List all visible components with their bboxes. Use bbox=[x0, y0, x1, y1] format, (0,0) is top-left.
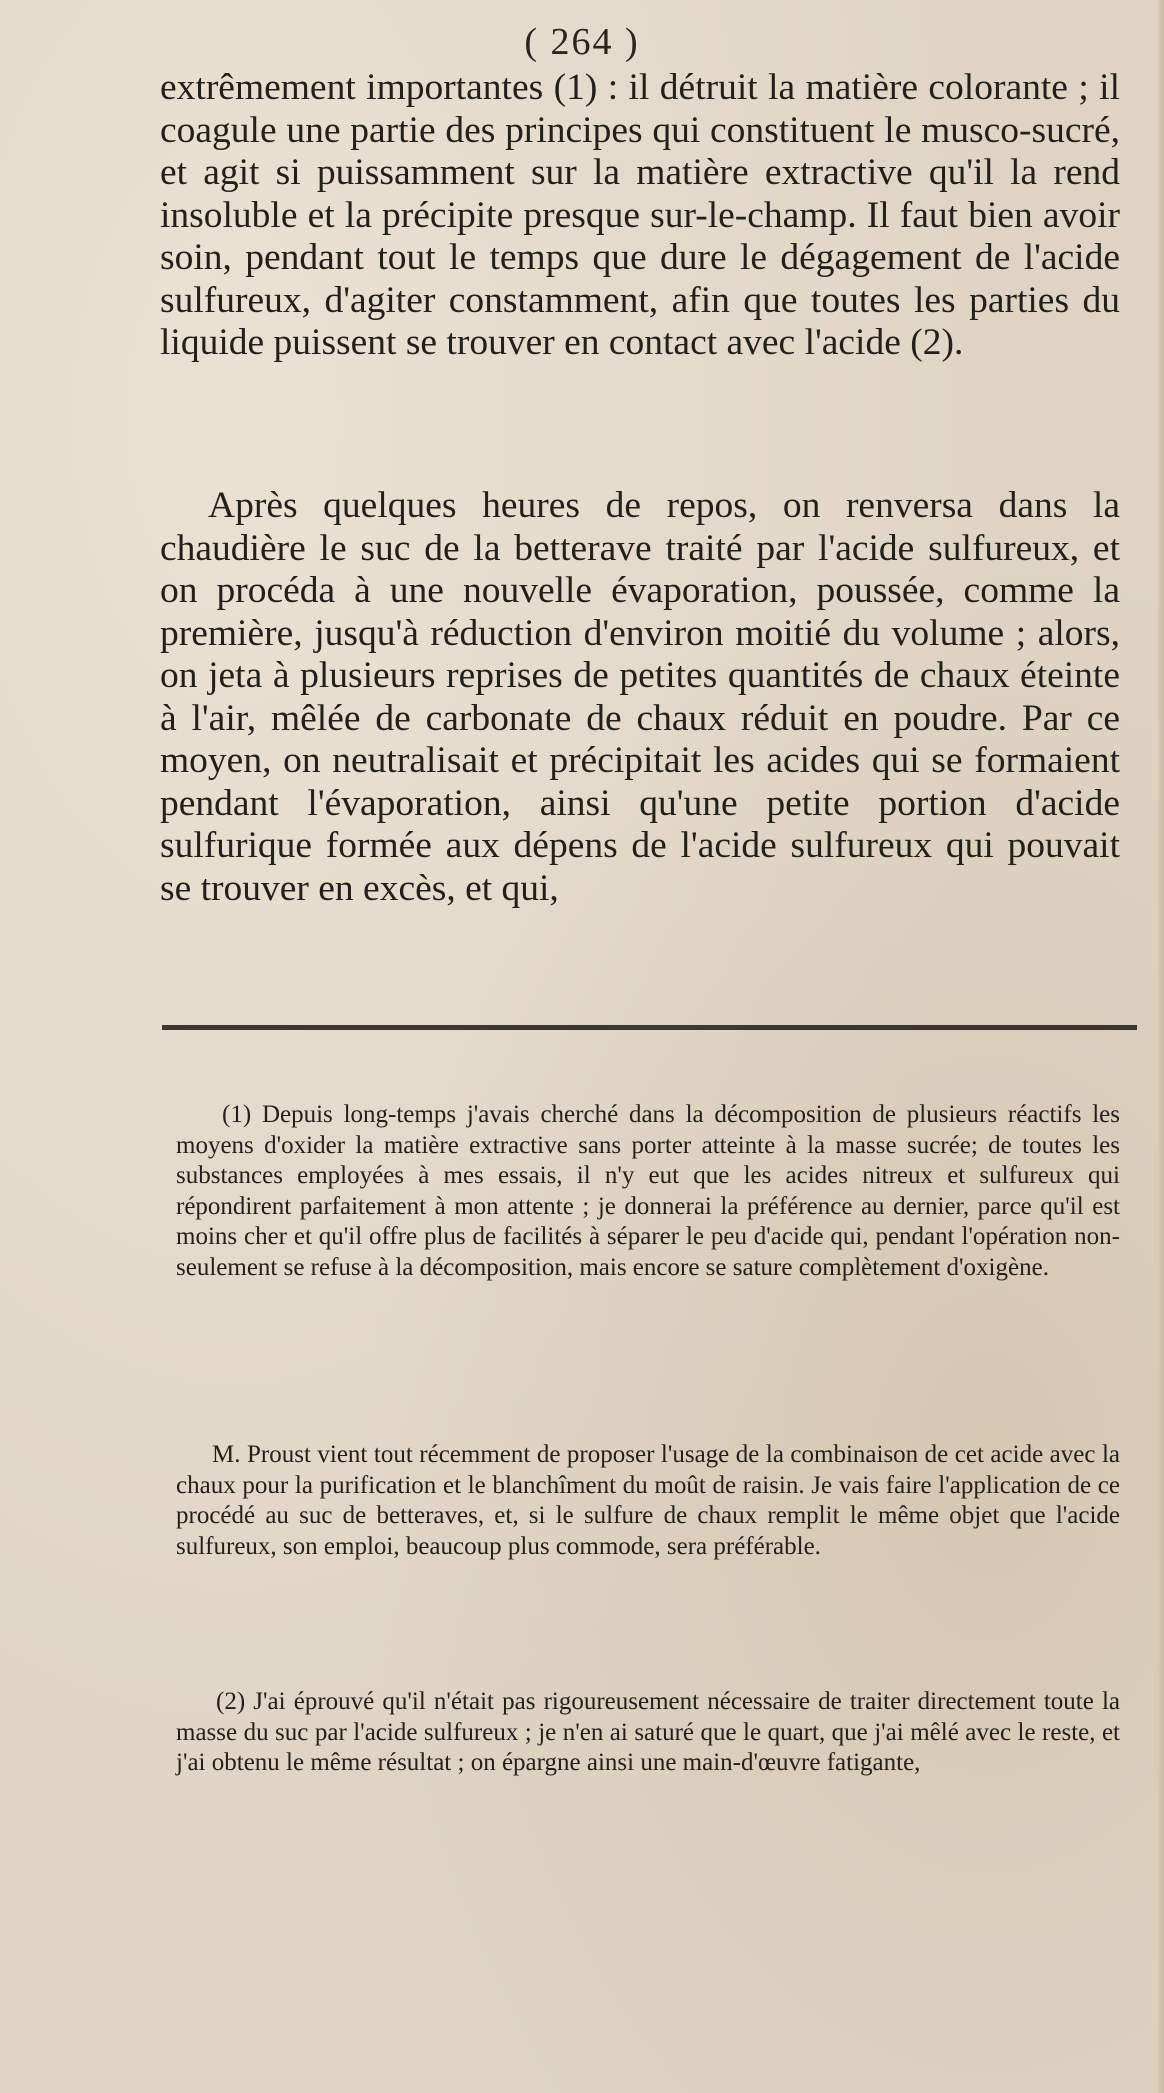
page-number: ( 264 ) bbox=[524, 21, 640, 63]
footnote-text: (2) J'ai éprouvé qu'il n'était pas rigoureusement nécessaire de traiter directement toute la masse du suc par l'acide sulfureux ; je n'en ai saturé que le quart, que j'ai mêlé avec le reste, et j'ai obtenu le même résultat ; on épargne ainsi une main-d'œuvre fatigante, bbox=[176, 1688, 1120, 1776]
paragraph-text: Après quelques heures de repos, on renversa dans la chaudière le suc de la betterave traité par l'acide sulfureux, et on procéda à une nouvelle évaporation, poussée, comme la première, jusqu'à réduction d'environ moitié du volume ; alors, on jeta à plusieurs reprises de petites quantités de chaux éteinte à l'air, mêlée de carbonate de chaux réduit en poudre. Par ce moyen, on neutralisait et précipitait les acides qui se formaient pendant l'évaporation, ainsi qu'une petite portion d'acide sulfurique formée aux dépens de l'acide sulfureux qui pouvait se trouver en excès, et qui, bbox=[160, 485, 1120, 909]
page-edge bbox=[1158, 0, 1164, 2093]
footnote-1-continued bbox=[176, 1440, 1120, 1562]
footnote-1 bbox=[176, 1100, 1120, 1283]
footnote-separator-rule bbox=[162, 1025, 1137, 1030]
main-paragraph-1 bbox=[160, 67, 1120, 365]
footnote-text: (1) Depuis long-temps j'avais cherché dans la décomposition de plusieurs réactifs les moyens d'oxider la matière extractive sans porter atteinte à la masse sucrée; de toutes les substances employées à mes essais, il n'y eut que les acides nitreux et sulfureux qui répondirent parfaitement à mon attente ; je donnerai la préférence au dernier, parce qu'il est moins cher et qu'il offre plus de facilités à séparer le peu d'acide qui, pendant l'opération non-seulement se refuse à la décomposition, mais encore se sature complètement d'oxigène. bbox=[176, 1101, 1120, 1281]
main-paragraph-2 bbox=[160, 485, 1120, 910]
footnote-2 bbox=[176, 1687, 1120, 1779]
footnote-text: M. Proust vient tout récemment de proposer l'usage de la combinaison de cet acide avec la chaux pour la purification et le blanchîment du moût de raisin. Je vais faire l'application de ce procédé au suc de betteraves, et, si le sulfure de chaux remplit le même objet que l'acide sulfureux, son emploi, beaucoup plus commode, sera préférable. bbox=[176, 1441, 1120, 1560]
paragraph-text: extrêmement importantes (1) : il détruit la matière colorante ; il coagule une partie des principes qui constituent le musco-sucré, et agit si puissamment sur la matière extractive qu'il la rend insoluble et la précipite presque sur-le-champ. Il faut bien avoir soin, pendant tout le temps que dure le dégagement de l'acide sulfureux, d'agiter constamment, afin que toutes les parties du liquide puissent se trouver en contact avec l'acide (2). bbox=[160, 67, 1120, 363]
